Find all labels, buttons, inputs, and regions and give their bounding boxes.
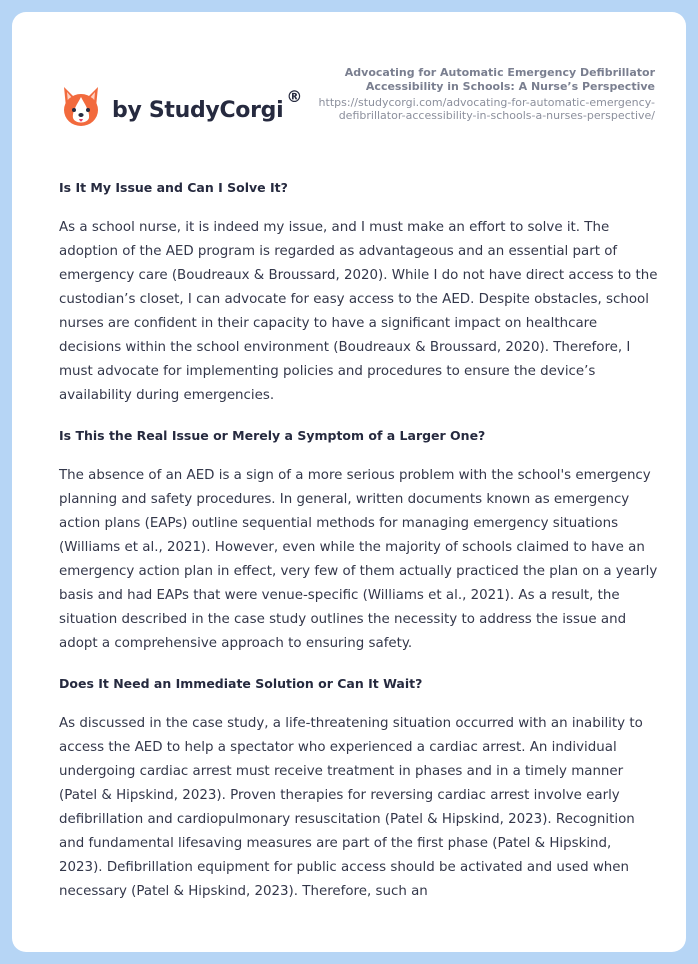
corgi-logo-icon [60, 83, 102, 129]
registered-mark: ® [286, 86, 303, 106]
brand-name: by StudyCorgi [112, 97, 284, 123]
section-heading: Does It Need an Immediate Solution or Can It Wait? [59, 676, 423, 691]
section-heading: Is This the Real Issue or Merely a Symptom of a Larger One? [59, 428, 486, 443]
document-meta [295, 66, 655, 122]
section-paragraph: As discussed in the case study, a life-threatening situation occurred with an inability to access the AED to help a spectator who experienced a cardiac arrest. An individual undergoing cardiac arrest must receive treatment in phases and in a timely manner (Patel & Hipskind, 2023). Proven therapies for reversing cardiac arrest involve early defibrillation and cardiopulmonary resuscitation (Patel & Hipskind, 2023). Recognition and fundamental lifesaving measures are part of the first phase (Patel & Hipskind, 2023). Defibrillation equipment for public access should be activated and used when necessary (Patel & Hipskind, 2023). Therefore, such an [59, 716, 643, 899]
section-paragraph: The absence of an AED is a sign of a more serious problem with the school's emergency planning and safety procedures. In general, written documents known as emergency action plans (EAPs) outline sequential methods for managing emergency situations (Williams et al., 2021). However, even while the majority of schools claimed to have an emergency action plan in effect, very few of them actually practiced the plan on a yearly basis and had EAPs that were venue-specific (Williams et al., 2021). As a result, the situation described in the case study outlines the necessity to address the issue and adopt a comprehensive approach to ensuring safety. [59, 468, 658, 651]
document-title: Advocating for Automatic Emergency Defibrillator Accessibility in Schools: A Nurse’s Perspective [344, 66, 655, 93]
document-body [59, 178, 659, 922]
studycorgi-logo[interactable] [60, 76, 302, 136]
section-paragraph: As a school nurse, it is indeed my issue, and I must make an effort to solve it. The adoption of the AED program is regarded as advantageous and an essential part of emergency care (Boudreaux & Broussard, 2020). While I do not have direct access to the custodian’s closet, I can advocate for easy access to the AED. Despite obstacles, school nurses are confident in their capacity to have a significant impact on healthcare decisions within the school environment (Boudreaux & Broussard, 2020). Therefore, I must advocate for implementing policies and procedures to ensure the device’s availability during emergencies. [59, 220, 658, 403]
document-page [12, 12, 686, 952]
section-heading: Is It My Issue and Can I Solve It? [59, 180, 288, 195]
document-url[interactable]: https://studycorgi.com/advocating-for-automatic-emergency-defibrillator-accessibility-in-schools-a-nurses-perspective/ [318, 96, 655, 122]
